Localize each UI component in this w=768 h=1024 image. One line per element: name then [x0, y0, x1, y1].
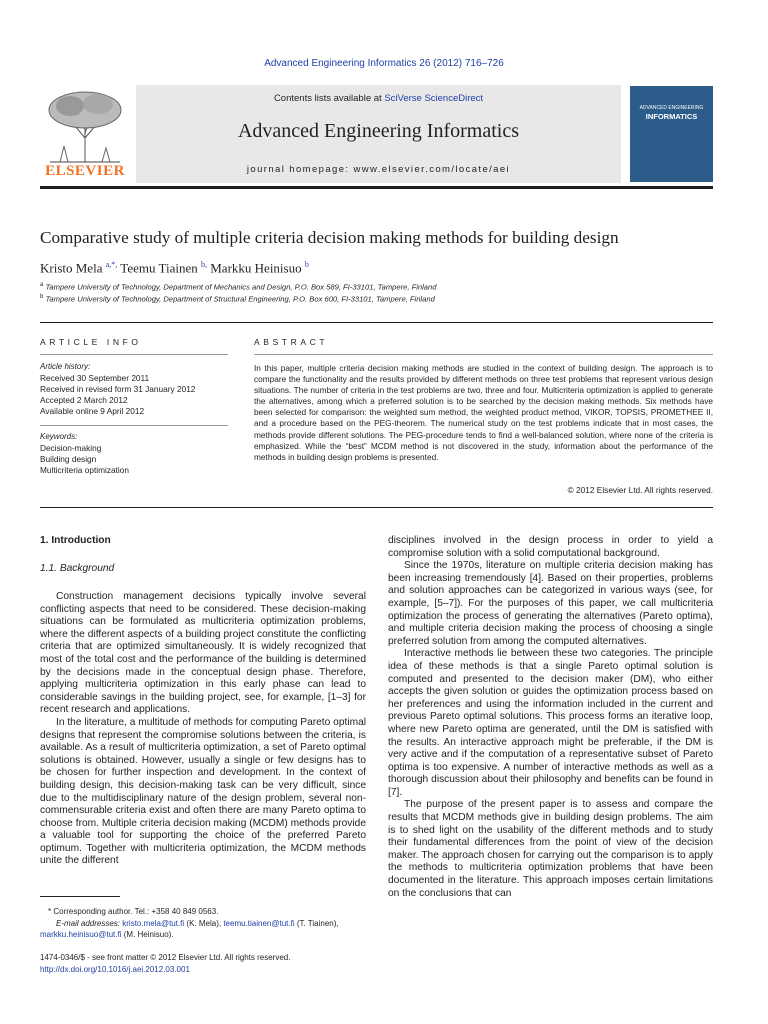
divider [40, 507, 713, 508]
keyword: Multicriteria optimization [40, 465, 129, 475]
contents-prefix: Contents lists available at [273, 93, 385, 104]
abstract-heading: ABSTRACT [254, 337, 329, 347]
abstract-copyright: © 2012 Elsevier Ltd. All rights reserved. [567, 485, 713, 495]
email-owner: (T. Tiainen), [296, 919, 339, 928]
affil-marker: a [40, 282, 44, 288]
cover-line2: INFORMATICS [645, 112, 698, 121]
journal-citation: Advanced Engineering Informatics 26 (2012) 716–726 [264, 58, 504, 69]
history-item: Available online 9 April 2012 [40, 406, 145, 416]
email-link[interactable]: kristo.mela@tut.fi [122, 919, 185, 928]
footnote-rule [40, 896, 120, 897]
paper-title: Comparative study of multiple criteria decision making methods for building design [40, 228, 619, 247]
history-item: Received 30 September 2011 [40, 373, 150, 383]
subsection-heading: 1.1. Background [40, 563, 115, 574]
author-list [40, 260, 309, 276]
divider [254, 354, 713, 355]
history-item: Accepted 2 March 2012 [40, 395, 128, 405]
divider [40, 354, 228, 355]
author-name: Markku Heinisuo [210, 260, 302, 276]
keywords-label: Keywords: [40, 432, 78, 441]
author-affil-marker[interactable]: b [304, 260, 309, 269]
paragraph: The purpose of the present paper is to assess and compare the results that MCDM methods give in building design problems. The aim is to shed light on the usability of the different methods and to study their fundamental differences from the point of view of the decision maker. The approach chosen for carrying out the comparison is to apply the methods to multicriteria optimization problems that have been documented in the literature. This approach imposes certain limitations on the conclusions that can [388, 799, 713, 899]
author-affil-marker[interactable]: b, [201, 260, 207, 269]
elsevier-wordmark: ELSEVIER [45, 163, 125, 179]
journal-title: Advanced Engineering Informatics [237, 120, 519, 142]
right-column [388, 535, 713, 900]
paragraph: Since the 1970s, literature on multiple criteria decision making has been increasing tremendously [4]. Based on their properties, problems and solution approaches can be categorized in various ways (see, for example, [5–7]). For the purposes of this paper, we call multicriteria optimization the process of generating the alternatives (Pareto optima), and multiple criteria decision making the process of choosing a single preferred solution from among the computed alternatives. [388, 560, 713, 647]
history-label: Article history: [40, 362, 91, 371]
email-link[interactable]: teemu.tiainen@tut.fi [223, 919, 295, 928]
affil-text: Tampere University of Technology, Department of Mechanics and Design, P.O. Box 589, FI-33101, Tampere, Finland [45, 282, 437, 292]
history-item: Received in revised form 31 January 2012 [40, 384, 196, 394]
doi-link[interactable]: http://dx.doi.org/10.1016/j.aei.2012.03.001 [40, 965, 190, 974]
paragraph: In the literature, a multitude of methods for computing Pareto optimal designs that represent the compromise solutions between the criteria, is available. As a result of multicriteria optimization, a set of Pareto optimal solutions is obtained. However, usually a single or few designs has to be chosen for further inspection and development. In the context of building design, this decision-making task can be very difficult, since due to the multidisciplinary nature of the design problem, several non-commensurable criteria exist and often there are many Pareto optima to choose from. Multiple criteria decision making (MCDM) methods provide a valuable tool for supporting the choice of the preferred Pareto optimum. Together with multicriteria optimization, the MCDM methods unite the different [40, 716, 366, 867]
email-owner: (M. Heinisuo). [123, 930, 174, 939]
paragraph: Interactive methods lie between these two categories. The principle idea of these methods is that a single Pareto optimal solution is computed and presented to the decision maker (DM), who either accepts the given solution or guides the optimization process based on her preferences and using the information included in the current and previous Pareto optimal solutions. This process forms an iterative loop, where new Pareto optima are generated, until the DM is satisfied with the results. An interactive approach might be preferable, if the DM is very active and if the computation of a representative subset of Pareto optima is too expensive. A number of interactive methods as well as a thorough discussion about their philosophy and benefits can be found in [7]. [388, 648, 713, 798]
affil-marker: b [40, 294, 44, 300]
divider [40, 322, 713, 323]
email-link[interactable]: markku.heinisuo@tut.fi [40, 930, 122, 939]
email-line [40, 918, 366, 940]
section-heading: 1. Introduction [40, 535, 111, 546]
email-label: E-mail addresses: [56, 919, 121, 928]
author-name: Teemu Tiainen [120, 260, 198, 276]
sciencedirect-link[interactable]: SciVerse ScienceDirect [384, 93, 484, 104]
header-rule [40, 186, 713, 189]
keyword: Building design [40, 454, 97, 464]
paragraph: Construction management decisions typically involve several conflicting aspects that need to be considered. These decision-making situations can be formulated as multicriteria optimization problems, where the different aspects of a building project constitute the conflicting criteria that are optimized simultaneously. It is widely recognized that most of the total cost and the performance of the building is determined by the decisions made in the conceptual design phase. Therefore, applying multicriteria optimization in this early phase can lead to considerable savings in the building project, see, for example, [1–3] for recent research and applications. [40, 591, 366, 716]
left-column [40, 591, 366, 868]
journal-homepage[interactable]: journal homepage: www.elsevier.com/locate/aei [246, 164, 511, 175]
paragraph: disciplines involved in the design process in order to yield a compromise solution with a solid computational background. [388, 535, 713, 559]
divider [40, 425, 228, 426]
article-info-heading: ARTICLE INFO [40, 337, 142, 347]
journal-cover-image [630, 86, 713, 182]
abstract-text: In this paper, multiple criteria decision making methods are studied in the context of building design. The approach is to compare the functionality and the results provided by different methods on three test problems that represent various design situations. The number of criteria in the test problems are two, three and four. Multicriteria optimization is applied to generate the alternatives, among which a preferred solution is to be searched by the decision making methods. Six methods have been selected for comparison: the weighted sum method, the weighted product method, VIKOR, TOPSIS, PROMETHEE II, and a procedure based on the PEG-theorem. The numerical study on the test problems indicate that in most cases, the methods provide different solutions. The PEG-procedure tends to find a well-balanced solution, where none of the criteria is emphasized. While the “best” MCDM method is not discovered in the study, information about the performance of the methods in building design problems is presented. [254, 363, 713, 462]
email-owner: (K. Mela), [186, 919, 222, 928]
affiliation-a [40, 282, 436, 292]
keyword: Decision-making [40, 443, 102, 453]
corresponding-author-note: * Corresponding author. Tel.: +358 40 849 0563. [48, 907, 219, 916]
issn-line: 1474-0346/$ - see front matter © 2012 Elsevier Ltd. All rights reserved. [40, 953, 291, 962]
affiliation-b [40, 294, 435, 304]
contents-line [136, 93, 621, 104]
author-affil-marker[interactable]: a,*, [105, 260, 118, 269]
cover-line1: ADVANCED ENGINEERING [639, 105, 704, 111]
affil-text: Tampere University of Technology, Department of Structural Engineering, P.O. Box 600, FI-33101, Tampere, Finland [45, 294, 435, 304]
author-name: Kristo Mela [40, 260, 103, 276]
